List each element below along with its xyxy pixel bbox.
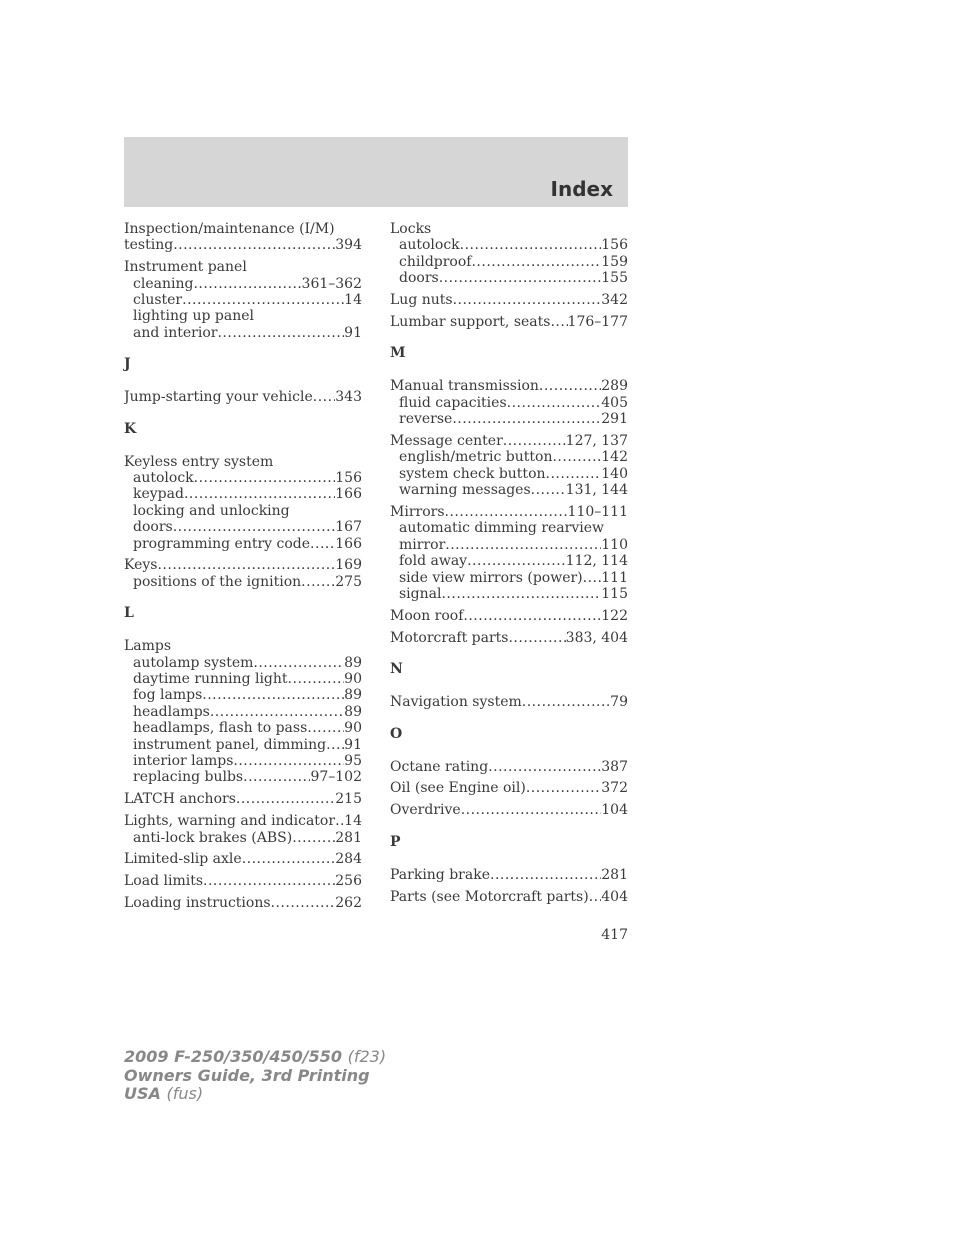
index-subentry-line — [390, 395, 628, 411]
entry-page-ref: 127, 137 — [565, 433, 628, 450]
index-subentry-line — [124, 276, 362, 292]
index-subentry-line — [124, 503, 362, 519]
index-entry — [390, 433, 628, 499]
entry-page-ref: 176–177 — [567, 313, 628, 330]
entry-page-ref: 79 — [610, 694, 628, 711]
section-letter: J — [124, 356, 131, 373]
index-entry-line — [390, 378, 628, 394]
index-entry-line — [390, 889, 628, 905]
entry-term: Instrument panel — [124, 259, 247, 276]
dot-leader — [589, 889, 602, 905]
dot-leader — [313, 389, 335, 405]
index-entry — [390, 889, 628, 905]
index-subentry-line — [390, 586, 628, 602]
index-entry — [390, 314, 628, 330]
index-subentry-line — [124, 671, 362, 687]
entry-page-ref: 159 — [601, 253, 628, 270]
entry-page-ref: 156 — [335, 470, 362, 487]
dot-leader — [157, 557, 335, 573]
entry-page-ref: 89 — [344, 703, 362, 720]
entry-page-ref: 169 — [335, 557, 362, 574]
dot-leader — [507, 395, 602, 411]
index-entry-line — [390, 867, 628, 883]
entry-page-ref: 262 — [335, 895, 362, 912]
dot-leader — [452, 411, 601, 427]
entry-term: Navigation system — [390, 694, 522, 711]
entry-term: replacing bulbs — [133, 769, 244, 786]
dot-leader — [288, 671, 345, 687]
dot-leader — [583, 570, 602, 586]
footer-region: USA — [124, 1084, 161, 1103]
entry-page-ref: 110 — [601, 536, 628, 553]
entry-term: automatic dimming rearview — [399, 520, 605, 537]
index-entry-line — [390, 759, 628, 775]
entry-page-ref: 104 — [601, 802, 628, 819]
section-letter: P — [390, 833, 401, 850]
index-entry-line — [390, 608, 628, 624]
dot-leader — [460, 237, 602, 253]
entry-page-ref: 289 — [601, 378, 628, 395]
entry-page-ref: 140 — [601, 465, 628, 482]
dot-leader — [210, 704, 344, 720]
entry-term: Parking brake — [390, 866, 490, 883]
entry-page-ref: 89 — [344, 654, 362, 671]
section-letter: N — [390, 661, 403, 678]
entry-term: cleaning — [133, 275, 194, 292]
index-subentry-line — [390, 537, 628, 553]
dot-leader — [301, 574, 335, 590]
index-entry-line — [390, 694, 628, 710]
dot-leader — [193, 276, 301, 292]
dot-leader — [335, 813, 344, 829]
entry-term: Mirrors — [390, 504, 445, 521]
index-entry — [390, 759, 628, 775]
entry-term: daytime running light — [133, 671, 288, 688]
index-entry — [124, 557, 362, 590]
entry-term: and interior — [133, 324, 218, 341]
index-column-left — [124, 221, 362, 912]
index-entry-line — [124, 237, 362, 253]
entry-term: doors — [399, 270, 439, 287]
entry-page-ref: 383, 404 — [565, 629, 628, 646]
index-entry-line — [390, 802, 628, 818]
index-subentry-line — [124, 687, 362, 703]
footer-region-code: (fus) — [166, 1084, 204, 1103]
dot-leader — [194, 470, 336, 486]
dot-leader — [526, 780, 601, 796]
entry-term: headlamps, flash to pass — [133, 720, 308, 737]
index-subentry-line — [390, 254, 628, 270]
index-entry-line — [124, 895, 362, 911]
dot-leader — [488, 759, 601, 775]
entry-page-ref: 166 — [335, 486, 362, 503]
index-subentry-line — [124, 308, 362, 324]
entry-term: Keys — [124, 557, 158, 574]
index-entry-line — [390, 292, 628, 308]
dot-leader — [522, 694, 610, 710]
index-entry-line — [124, 638, 362, 654]
index-entry-line — [124, 851, 362, 867]
entry-page-ref: 281 — [335, 829, 362, 846]
dot-leader — [490, 867, 601, 883]
dot-leader — [182, 292, 344, 308]
index-entry — [390, 504, 628, 602]
entry-page-ref: 97–102 — [310, 769, 362, 786]
dot-leader — [271, 895, 336, 911]
index-subentry-line — [124, 574, 362, 590]
index-subentry-line — [390, 270, 628, 286]
index-entry-line — [390, 433, 628, 449]
entry-term: fold away — [399, 553, 468, 570]
page-number: 417 — [601, 927, 628, 943]
dot-leader — [203, 873, 335, 889]
entry-term: locking and unlocking — [133, 502, 290, 519]
index-entry-line — [124, 221, 362, 237]
entry-page-ref: 156 — [601, 237, 628, 254]
entry-page-ref: 110–111 — [567, 504, 628, 521]
entry-page-ref: 111 — [601, 569, 628, 586]
index-entry — [390, 292, 628, 308]
index-entry-line — [390, 630, 628, 646]
entry-page-ref: 14 — [344, 813, 362, 830]
entry-term: Limited-slip axle — [124, 851, 242, 868]
index-entry-line — [124, 389, 362, 405]
entry-page-ref: 372 — [601, 780, 628, 797]
entry-term: lighting up panel — [133, 308, 254, 325]
index-entry — [124, 791, 362, 807]
entry-page-ref: 14 — [344, 292, 362, 309]
index-subentry-line — [124, 325, 362, 341]
entry-term: fog lamps — [133, 687, 203, 704]
index-subentry-line — [124, 720, 362, 736]
index-entry — [124, 813, 362, 846]
index-entry-line — [390, 221, 628, 237]
entry-term: system check button — [399, 465, 546, 482]
index-subentry-line — [124, 655, 362, 671]
index-subentry-line — [124, 753, 362, 769]
index-subentry-line — [124, 737, 362, 753]
dot-leader — [173, 519, 336, 535]
dot-leader — [233, 753, 344, 769]
index-subentry-line — [390, 553, 628, 569]
entry-term: interior lamps — [133, 752, 234, 769]
entry-page-ref: 95 — [344, 752, 362, 769]
entry-page-ref: 291 — [601, 411, 628, 428]
dot-leader — [307, 720, 344, 736]
entry-term: anti-lock brakes (ABS) — [133, 829, 293, 846]
index-subentry-line — [390, 237, 628, 253]
index-entry — [390, 867, 628, 883]
index-column-right — [390, 221, 628, 905]
index-subentry-line — [390, 520, 628, 536]
entry-page-ref: 90 — [344, 671, 362, 688]
dot-leader — [552, 449, 601, 465]
entry-page-ref: 387 — [601, 758, 628, 775]
footer-line-3 — [124, 1085, 386, 1104]
index-entry — [124, 454, 362, 552]
dot-leader — [326, 737, 344, 753]
entry-page-ref: 342 — [601, 292, 628, 309]
dot-leader — [546, 466, 602, 482]
entry-term: autolock — [399, 237, 460, 254]
index-subentry-line — [124, 486, 362, 502]
index-entry-line — [124, 259, 362, 275]
entry-page-ref: 284 — [335, 851, 362, 868]
index-entry-line — [124, 454, 362, 470]
index-entry — [124, 259, 362, 341]
index-subentry-line — [124, 704, 362, 720]
entry-term: warning messages — [399, 482, 531, 499]
index-entry — [124, 638, 362, 786]
entry-term: headlamps — [133, 703, 210, 720]
entry-term: doors — [133, 519, 173, 536]
index-subentry-line — [124, 769, 362, 785]
index-entry — [390, 780, 628, 796]
index-entry — [124, 851, 362, 867]
index-entry — [124, 221, 362, 254]
section-letter: K — [124, 420, 137, 437]
index-subentry-line — [124, 470, 362, 486]
index-entry — [124, 895, 362, 911]
entry-page-ref: 115 — [601, 586, 628, 603]
entry-page-ref: 89 — [344, 687, 362, 704]
index-subentry-line — [124, 292, 362, 308]
index-entry — [124, 873, 362, 889]
entry-page-ref: 361–362 — [301, 275, 362, 292]
entry-page-ref: 90 — [344, 720, 362, 737]
index-subentry-line — [124, 519, 362, 535]
entry-term: childproof — [399, 253, 472, 270]
footer-code: (f23) — [347, 1047, 387, 1066]
footer-line-2: Owners Guide, 3rd Printing — [124, 1065, 370, 1085]
page-title: Index — [550, 177, 613, 201]
index-entry — [390, 630, 628, 646]
entry-term: keypad — [133, 486, 184, 503]
index-subentry-line — [390, 482, 628, 498]
entry-term: Lumbar support, seats — [390, 313, 551, 330]
index-entry-line — [124, 557, 362, 573]
dot-leader — [445, 504, 568, 520]
index-subentry-line — [124, 536, 362, 552]
entry-term: Octane rating — [390, 758, 489, 775]
entry-term: fluid capacities — [399, 394, 507, 411]
index-subentry-line — [390, 570, 628, 586]
entry-term: Parts (see Motorcraft parts) — [390, 888, 589, 905]
dot-leader — [471, 254, 601, 270]
document-footer — [124, 1048, 386, 1104]
entry-page-ref: 281 — [601, 866, 628, 883]
entry-term: testing — [124, 237, 174, 254]
entry-page-ref: 275 — [335, 573, 362, 590]
section-letter: O — [390, 725, 403, 742]
dot-leader — [508, 630, 565, 646]
dot-leader — [463, 608, 601, 624]
entry-page-ref: 155 — [601, 270, 628, 287]
index-entry-line — [390, 780, 628, 796]
index-subentry-line — [390, 466, 628, 482]
entry-page-ref: 112, 114 — [565, 553, 628, 570]
index-entry — [390, 378, 628, 427]
dot-leader — [550, 314, 567, 330]
dot-leader — [445, 537, 601, 553]
entry-page-ref: 405 — [601, 394, 628, 411]
entry-term: Oil (see Engine oil) — [390, 780, 526, 797]
entry-term: Keyless entry system — [124, 453, 274, 470]
index-entry — [124, 389, 362, 405]
entry-term: instrument panel, dimming — [133, 736, 327, 753]
entry-term: Lamps — [124, 638, 172, 655]
entry-term: reverse — [399, 411, 453, 428]
dot-leader — [184, 486, 335, 502]
entry-term: Motorcraft parts — [390, 629, 509, 646]
entry-page-ref: 142 — [601, 449, 628, 466]
dot-leader — [217, 325, 344, 341]
dot-leader — [539, 378, 601, 394]
entry-term: cluster — [133, 292, 183, 309]
entry-term: Jump-starting your vehicle — [124, 389, 313, 406]
entry-page-ref: 394 — [335, 237, 362, 254]
entry-term: Load limits — [124, 873, 204, 890]
dot-leader — [173, 237, 335, 253]
entry-page-ref: 215 — [335, 791, 362, 808]
entry-term: Moon roof — [390, 607, 464, 624]
entry-term: positions of the ignition — [133, 573, 302, 590]
entry-page-ref: 91 — [344, 736, 362, 753]
entry-term: Lights, warning and indicator — [124, 813, 336, 830]
index-entry-line — [390, 504, 628, 520]
entry-term: signal — [399, 586, 442, 603]
entry-term: Inspection/maintenance (I/M) — [124, 221, 335, 237]
dot-leader — [310, 536, 335, 552]
entry-term: Manual transmission — [390, 378, 539, 395]
index-entry-line — [124, 791, 362, 807]
index-entry — [390, 221, 628, 287]
index-subentry-line — [390, 411, 628, 427]
footer-line-1 — [124, 1048, 386, 1067]
entry-term: Lug nuts — [390, 292, 453, 309]
index-subentry-line — [390, 449, 628, 465]
dot-leader — [503, 433, 566, 449]
entry-page-ref: 343 — [335, 389, 362, 406]
dot-leader — [242, 851, 336, 867]
footer-model: 2009 F-250/350/450/550 — [124, 1047, 342, 1066]
dot-leader — [531, 482, 566, 498]
dot-leader — [439, 270, 602, 286]
index-entry — [390, 608, 628, 624]
index-entry-line — [390, 314, 628, 330]
entry-term: mirror — [399, 536, 446, 553]
index-subentry-line — [124, 830, 362, 846]
dot-leader — [292, 830, 335, 846]
entry-term: side view mirrors (power) — [399, 569, 583, 586]
entry-term: Overdrive — [390, 802, 461, 819]
entry-term: autolock — [133, 470, 194, 487]
index-entry — [390, 694, 628, 710]
entry-page-ref: 167 — [335, 519, 362, 536]
entry-term: LATCH anchors — [124, 791, 236, 808]
entry-term: Locks — [390, 221, 432, 237]
entry-page-ref: 404 — [601, 888, 628, 905]
entry-term: Loading instructions — [124, 895, 271, 912]
entry-term: autolamp system — [133, 654, 254, 671]
dot-leader — [441, 586, 601, 602]
section-letter: L — [124, 605, 134, 622]
index-header-bar — [124, 137, 628, 207]
entry-page-ref: 131, 144 — [565, 482, 628, 499]
entry-page-ref: 122 — [601, 607, 628, 624]
entry-term: english/metric button — [399, 449, 553, 466]
dot-leader — [467, 553, 566, 569]
dot-leader — [461, 802, 602, 818]
dot-leader — [253, 655, 344, 671]
dot-leader — [236, 791, 335, 807]
index-entry-line — [124, 813, 362, 829]
index-entry — [390, 802, 628, 818]
entry-term: Message center — [390, 433, 503, 450]
dot-leader — [243, 769, 310, 785]
entry-page-ref: 166 — [335, 535, 362, 552]
entry-term: programming entry code — [133, 535, 311, 552]
index-entry-line — [124, 873, 362, 889]
entry-page-ref: 91 — [344, 324, 362, 341]
entry-page-ref: 256 — [335, 873, 362, 890]
dot-leader — [453, 292, 602, 308]
section-letter: M — [390, 345, 406, 362]
dot-leader — [202, 687, 344, 703]
